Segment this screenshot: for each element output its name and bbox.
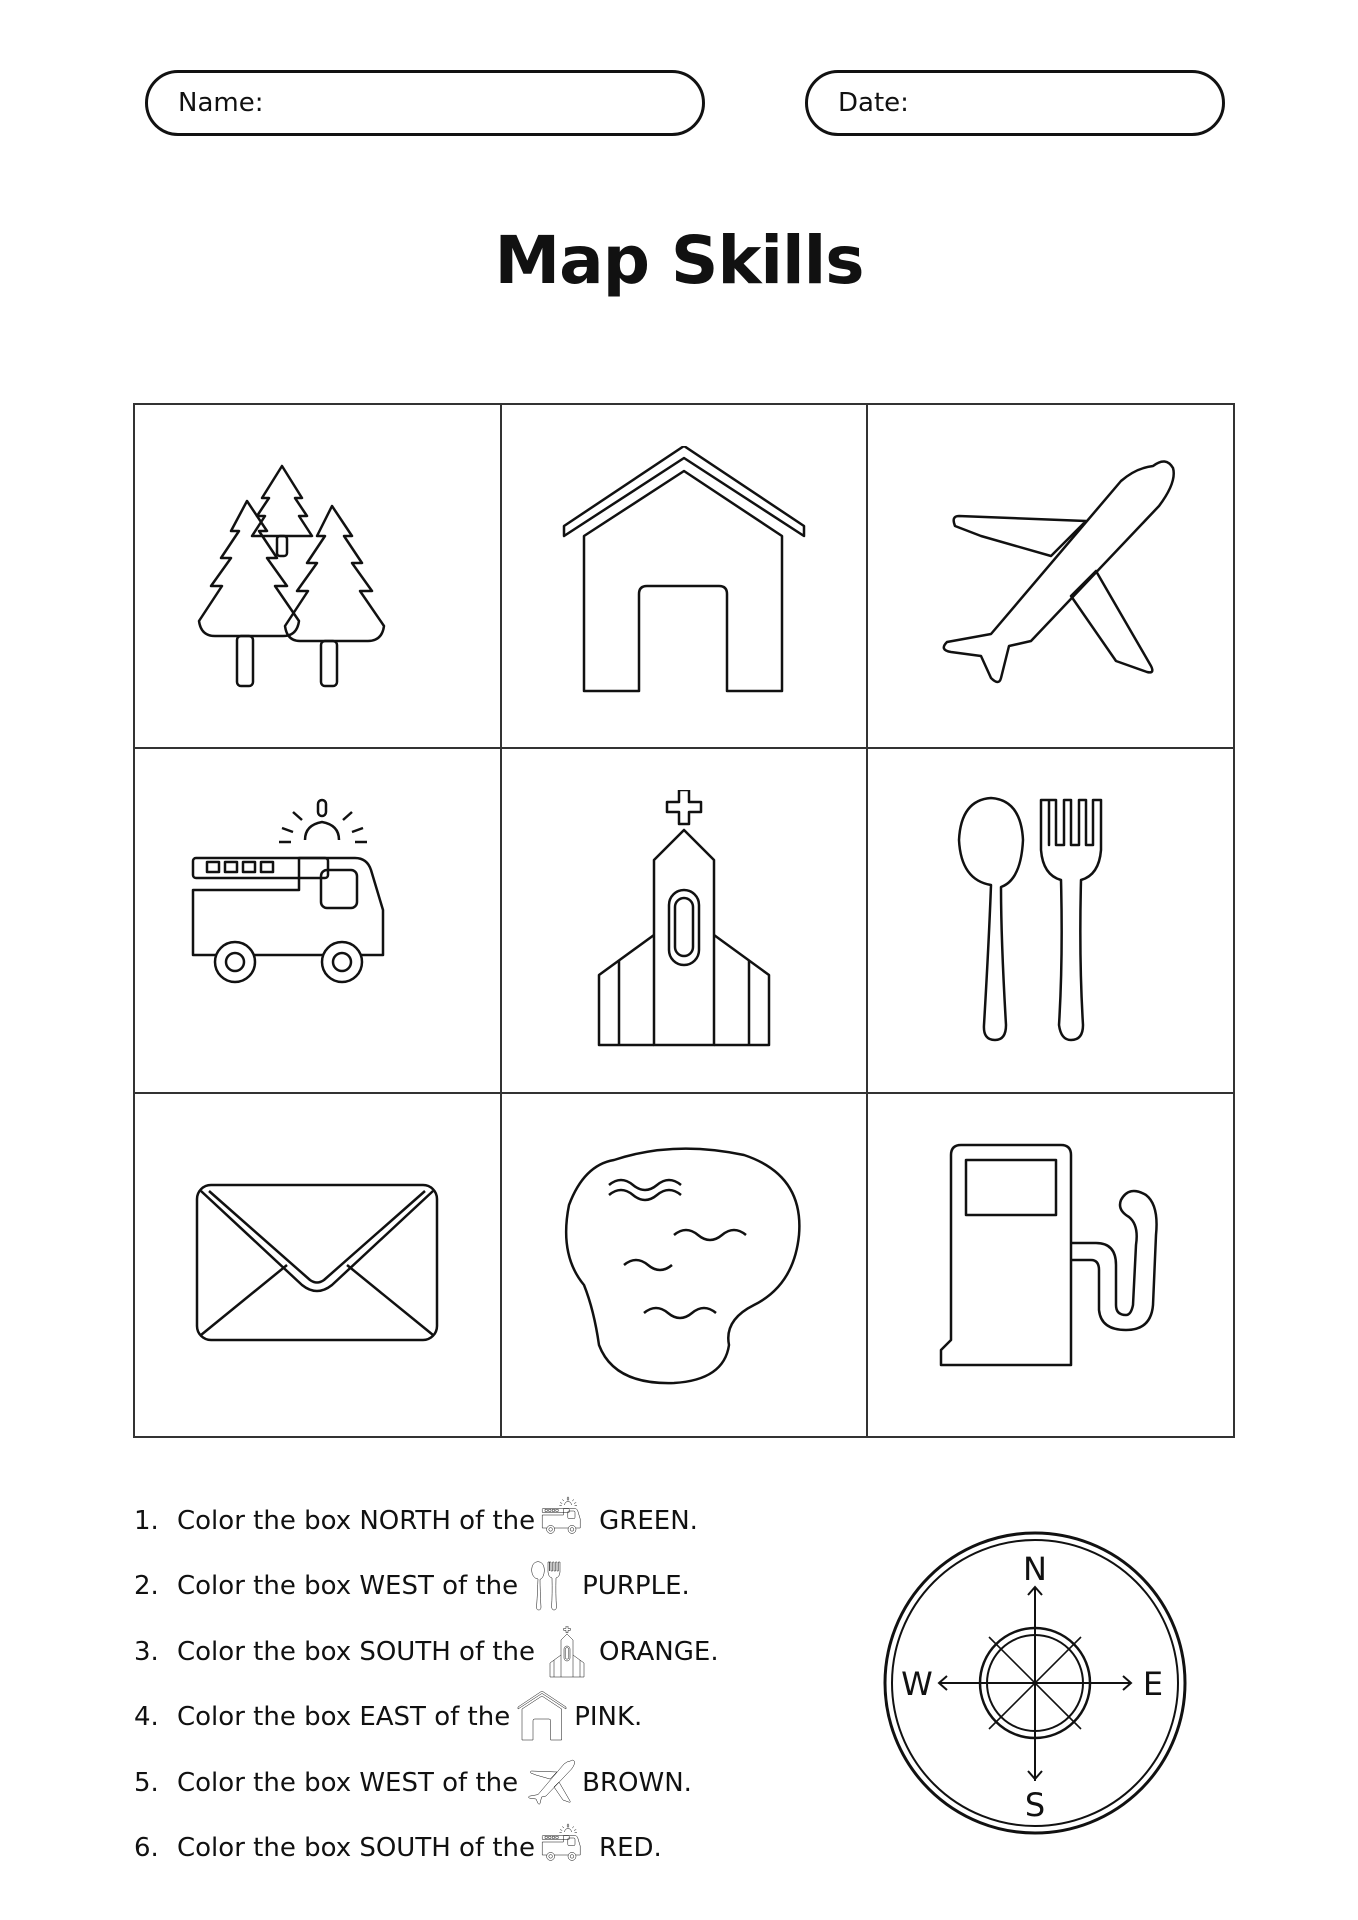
spoon-fork-icon — [524, 1560, 576, 1612]
grid-cell-fire-truck[interactable] — [134, 748, 501, 1092]
fire-truck-icon — [541, 1822, 593, 1874]
instruction-text: Color the box NORTH of the — [177, 1505, 536, 1536]
compass-north-label: N — [1023, 1550, 1047, 1588]
date-label: Date: — [838, 88, 909, 118]
instruction-text: Color the box WEST of the — [177, 1571, 519, 1602]
instruction-item — [134, 1816, 834, 1882]
gas-pump-icon — [921, 1135, 1181, 1395]
house-icon — [554, 446, 814, 706]
grid-cell-airplane[interactable] — [867, 404, 1234, 748]
page-title: Map Skills — [494, 222, 864, 299]
name-field[interactable] — [145, 70, 705, 136]
spoon-fork-icon — [921, 790, 1181, 1050]
trees-icon — [187, 446, 447, 706]
name-label: Name: — [178, 88, 264, 118]
instruction-item — [134, 1685, 834, 1751]
airplane-icon — [921, 446, 1181, 706]
instruction-item — [134, 1554, 834, 1620]
grid-cell-house[interactable] — [501, 404, 868, 748]
compass-west-label: W — [901, 1665, 933, 1703]
instruction-text: Color the box SOUTH of the — [177, 1833, 536, 1864]
compass-rose — [877, 1525, 1193, 1841]
compass-south-label: S — [1024, 1786, 1046, 1824]
fire-truck-icon — [541, 1495, 593, 1547]
fire-truck-icon — [187, 790, 447, 1050]
house-icon — [516, 1691, 568, 1743]
church-icon — [554, 790, 814, 1050]
instruction-number: 3. — [134, 1636, 159, 1667]
instruction-text: Color the box EAST of the — [177, 1702, 511, 1733]
grid-cell-envelope[interactable] — [134, 1093, 501, 1437]
instruction-item — [134, 1750, 834, 1816]
compass-east-label: E — [1142, 1665, 1164, 1703]
instruction-text: Color the box SOUTH of the — [177, 1636, 536, 1667]
airplane-icon — [524, 1757, 576, 1809]
grid-cell-lake[interactable] — [501, 1093, 868, 1437]
grid-cell-church[interactable] — [501, 748, 868, 1092]
instruction-color: BROWN. — [582, 1767, 692, 1798]
grid-cell-spoon-fork[interactable] — [867, 748, 1234, 1092]
instruction-number: 5. — [134, 1767, 159, 1798]
instruction-number: 2. — [134, 1571, 159, 1602]
map-grid — [133, 403, 1235, 1438]
instruction-color: RED. — [599, 1833, 662, 1864]
instructions-list — [134, 1488, 834, 1881]
instruction-color: GREEN. — [599, 1505, 698, 1536]
instruction-color: PURPLE. — [582, 1571, 690, 1602]
instruction-item — [134, 1619, 834, 1685]
instruction-color: ORANGE. — [599, 1636, 719, 1667]
instruction-number: 4. — [134, 1702, 159, 1733]
instruction-color: PINK. — [574, 1702, 643, 1733]
instruction-item — [134, 1488, 834, 1554]
instruction-number: 1. — [134, 1505, 159, 1536]
instruction-number: 6. — [134, 1833, 159, 1864]
lake-icon — [554, 1135, 814, 1395]
church-icon — [541, 1626, 593, 1678]
instruction-text: Color the box WEST of the — [177, 1767, 519, 1798]
envelope-icon — [187, 1135, 447, 1395]
grid-cell-trees[interactable] — [134, 404, 501, 748]
date-field[interactable] — [805, 70, 1225, 136]
grid-cell-gas-pump[interactable] — [867, 1093, 1234, 1437]
